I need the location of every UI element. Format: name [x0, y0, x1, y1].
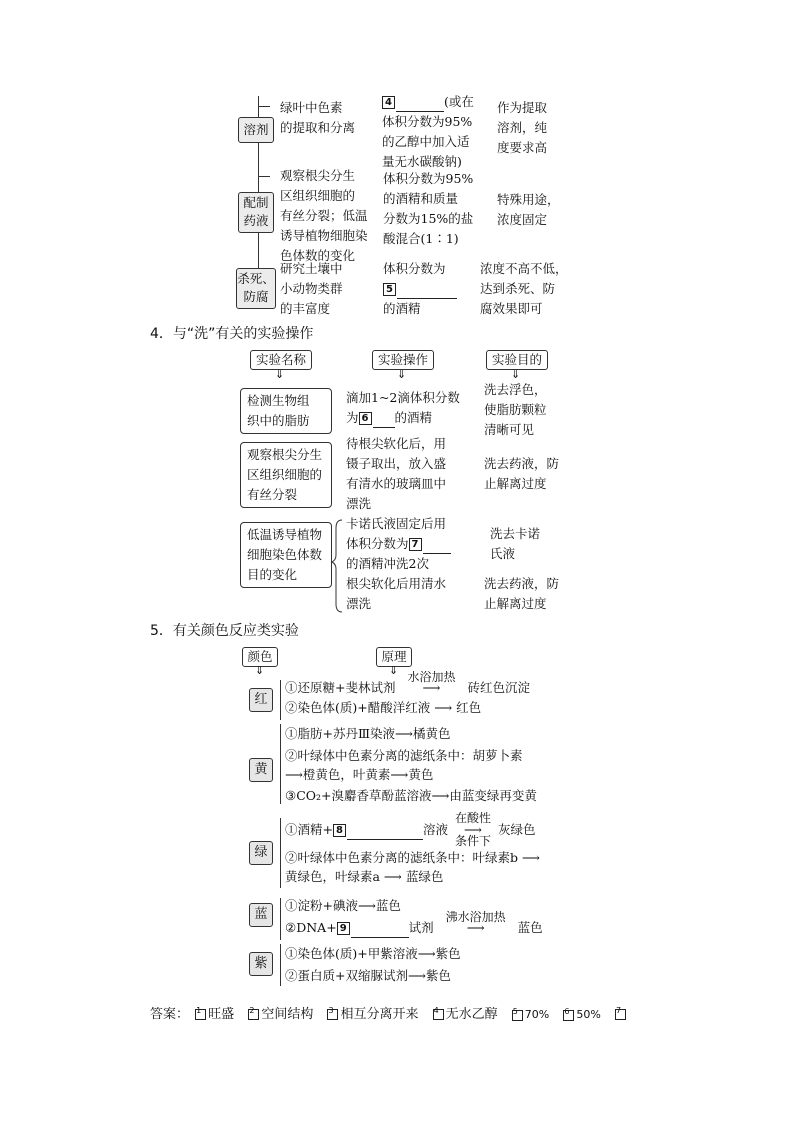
yellow-line-4: ③CO₂+溴麝香草酚蓝溶液⟶由蓝变绿再变黄: [285, 788, 537, 803]
blank-number-6: 6: [359, 412, 372, 425]
experiment-mitosis-observation: 观察根尖分生 区组织细胞的 有丝分裂: [240, 442, 332, 508]
experiment-fat-detection: 检测生物组 织中的脂肪: [240, 388, 332, 434]
header-experiment-operation: 实验操作: [372, 350, 434, 370]
red-line-1: ①还原糖+斐林试剂 水浴加热 ⟶ 砖红色沉淀: [285, 670, 530, 695]
exp1-purpose: 洗去浮色， 使脂肪颗粒 清晰可见: [484, 382, 547, 437]
blank-number-5: 5: [383, 283, 396, 296]
row1-col2: 4 (或在 体积分数为95% 的乙醇中加入适 量无水碳酸钠): [382, 94, 474, 169]
exp3-purpose-1: 洗去卡诺 氏液: [490, 526, 541, 561]
row2-col1: 观察根尖分生 区组织细胞的 有丝分裂；低温 诱导植物细胞染 色体数的变化: [280, 168, 368, 263]
exp3-operation-1: 卡诺氏液固定后用 体积分数为 7 的酒精冲洗2次: [346, 514, 451, 574]
section4-title: 4．与“洗”有关的实验操作: [150, 326, 314, 342]
answers-label: 答案：: [150, 1007, 190, 1022]
row3-col1: 研究土壤中 小动物类群 的丰富度: [280, 261, 343, 316]
down-arrow-icon: ⇓: [275, 368, 285, 381]
green-line-1: ①酒精+ 8 溶液 在酸性 ⟶ 条件下 灰绿色: [285, 811, 536, 848]
color-label-yellow: 黄: [249, 758, 273, 782]
row2-col2: 体积分数为95% 的酒精和质量 分数为15%的盐 酸混合(1∶1): [383, 171, 474, 246]
purple-line-1: ①染色体(质)+甲紫溶液⟶紫色: [285, 946, 461, 961]
answer-item: 2 空间结构: [249, 1006, 314, 1022]
row1-col1: 绿叶中色素 的提取和分离: [280, 100, 356, 135]
color-label-green: 绿: [249, 841, 273, 865]
blank-number-9: 9: [337, 922, 350, 935]
exp2-purpose: 洗去药液，防 止解离过度: [484, 456, 560, 491]
answer-item: 4 无水乙醇: [433, 1006, 498, 1022]
row3-col2: 体积分数为 5 的酒精: [383, 259, 457, 319]
exp3-operation-2: 根尖软化后用清水 漂洗: [346, 576, 447, 611]
row-label-kill-preserve: 杀死、 防腐: [236, 268, 276, 309]
down-arrow-icon: ⇓: [397, 368, 407, 381]
down-arrow-icon: ⇓: [389, 664, 399, 677]
yellow-line-3: ⟶橙黄色，叶黄素⟶黄色: [285, 767, 434, 782]
header-principle: 原理: [376, 647, 412, 667]
down-arrow-icon: ⇓: [255, 664, 265, 677]
exp2-operation: 待根尖软化后，用 镊子取出，放入盛 有清水的玻璃皿中 漂洗: [346, 436, 447, 511]
green-line-3: 黄绿色，叶绿素a ⟶ 蓝绿色: [285, 869, 444, 884]
yellow-line-1: ①脂肪+苏丹Ⅲ染液⟶橘黄色: [285, 726, 451, 741]
color-label-purple: 紫: [249, 952, 273, 976]
header-experiment-name: 实验名称: [250, 350, 312, 370]
answers-row: [150, 1003, 628, 1022]
yellow-line-2: ②叶绿体中色素分离的滤纸条中：胡萝卜素: [285, 748, 523, 763]
exp1-operation: 滴加1~2滴体积分数 为 6 的酒精: [346, 388, 460, 428]
answer-item: 1 旺盛: [196, 1006, 235, 1022]
row1-col3: 作为提取 溶剂，纯 度要求高: [497, 100, 548, 155]
row3-col3: 浓度不高不低， 达到杀死、防 腐效果即可: [480, 261, 568, 316]
answer-item: 3 相互分离开来: [328, 1006, 419, 1022]
row-label-prepare-solution: 配制 药液: [238, 192, 274, 233]
purple-line-2: ②蛋白质+双缩脲试剂⟶紫色: [285, 968, 451, 983]
experiment-low-temperature-induction: 低温诱导植物 细胞染色体数 目的变化: [240, 522, 332, 588]
exp3-purpose-2: 洗去药液，防 止解离过度: [484, 576, 560, 611]
color-label-blue: 蓝: [249, 903, 273, 927]
answer-item: 5 70%: [512, 1006, 550, 1021]
red-line-2: ②染色体(质)+醋酸洋红液 ⟶ 红色: [285, 700, 482, 715]
color-label-red: 红: [249, 688, 273, 712]
answer-item: 7: [613, 1007, 628, 1022]
blank-number-8: 8: [333, 824, 346, 837]
blank-number-4: 4: [382, 96, 395, 109]
answer-item: 6 50%: [564, 1006, 601, 1021]
green-line-2: ②叶绿体中色素分离的滤纸条中：叶绿素b ⟶: [285, 850, 540, 865]
row2-col3: 特殊用途， 浓度固定: [497, 192, 560, 227]
header-color: 颜色: [242, 647, 278, 667]
header-experiment-purpose: 实验目的: [486, 350, 548, 370]
blue-line-1: ①淀粉+碘液⟶蓝色: [285, 898, 401, 913]
down-arrow-icon: ⇓: [511, 368, 521, 381]
section5-title: 5．有关颜色反应类实验: [150, 623, 299, 639]
blank-number-7: 7: [409, 538, 422, 551]
blue-line-2: ②DNA+ 9 试剂 沸水浴加热 ⟶ 蓝色: [285, 918, 543, 938]
row-label-solvent: 溶剂: [238, 117, 274, 143]
